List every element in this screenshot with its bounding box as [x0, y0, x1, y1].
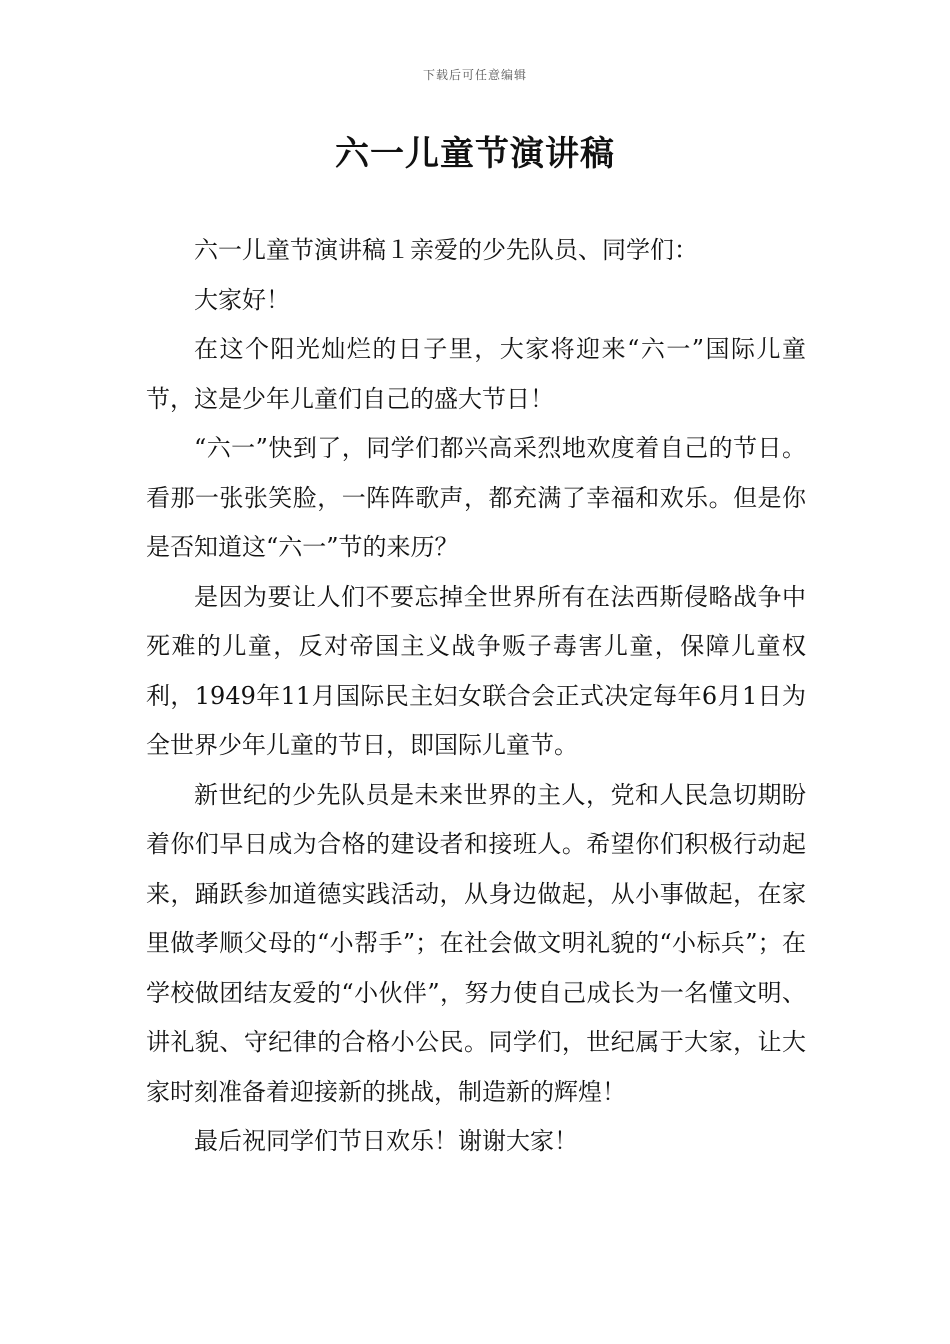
paragraph-greeting-line: 六一儿童节演讲稿１亲爱的少先队员、同学们： — [194, 236, 698, 264]
paragraph-closing: 最后祝同学们节日欢乐！谢谢大家！ — [194, 1127, 578, 1155]
paragraph-history: 是因为要让人们不要忘掉全世界所有在法西斯侵略战争中死难的儿童，反对帝国主义战争贩子毒害儿童，保障儿童权利，1949年11月国际民主妇女联合会正式决定每年6月1日为全世界少年儿童的节日，即国际儿童节。 — [146, 582, 806, 759]
paragraph-hello: 大家好！ — [194, 285, 290, 314]
paragraph-intro: 在这个阳光灿烂的日子里，大家将迎来“六一”国际儿童节，这是少年儿童们自己的盛大节日！ — [146, 335, 806, 413]
document-title: 六一儿童节演讲稿 — [335, 134, 615, 174]
header-note: 下载后可任意编辑 — [422, 68, 527, 82]
paragraph-festival: “六一”快到了，同学们都兴高采烈地欢度着自己的节日。看那一张张笑脸，一阵阵歌声，都充满了幸福和欢乐。但是你是否知道这“六一”节的来历？ — [146, 434, 806, 561]
document-body — [146, 226, 806, 1167]
paragraph-hopes: 新世纪的少先队员是未来世界的主人，党和人民急切期盼着你们早日成为合格的建设者和接班人。希望你们积极行动起来，踊跃参加道德实践活动，从身边做起，从小事做起，在家里做孝顺父母的“小帮手”；在社会做文明礼貌的“小标兵”；在学校做团结友爱的“小伙伴”，努力使自己成长为一名懂文明、讲礼貌、守纪律的合格小公民。同学们，世纪属于大家，让大家时刻准备着迎接新的挑战，制造新的辉煌！ — [146, 780, 806, 1106]
